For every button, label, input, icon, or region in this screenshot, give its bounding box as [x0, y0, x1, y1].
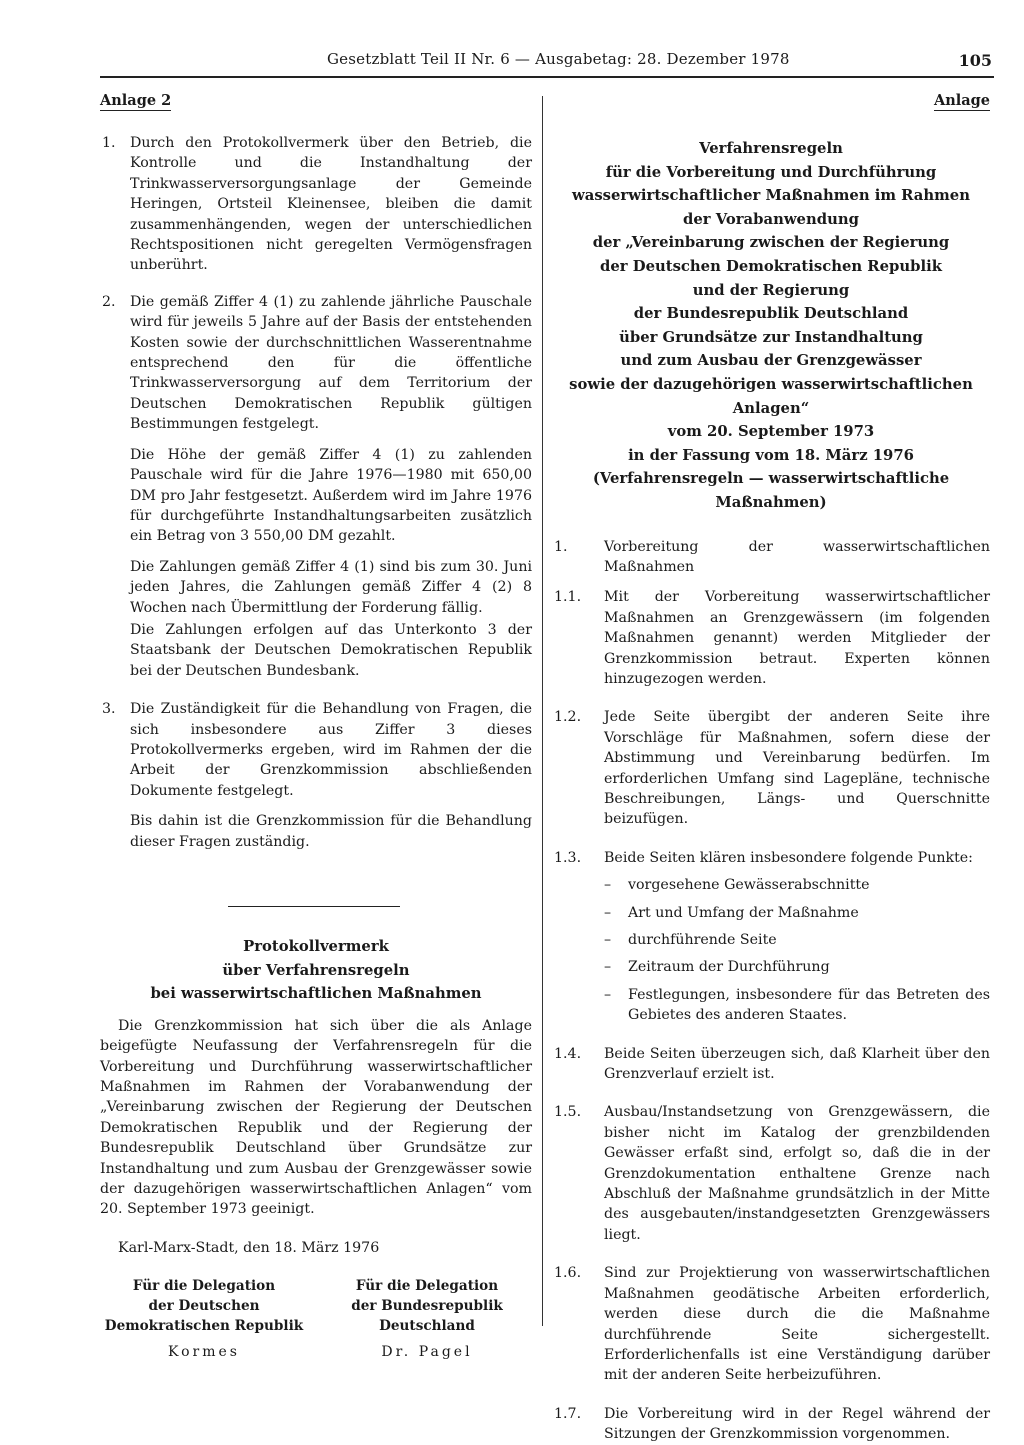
section-number: 1.2. — [554, 709, 582, 726]
signature-line: Demokratischen Republik — [104, 1317, 304, 1334]
section-1-4 — [552, 1044, 990, 1085]
protocol-heading-line: Protokollvermerk — [243, 938, 389, 955]
heading-line: Verfahrensregeln — [699, 140, 843, 157]
signatory-name: Kormes — [168, 1343, 240, 1360]
list-item-text: Zeitraum der Durchführung — [628, 959, 830, 976]
section-1-6 — [552, 1263, 990, 1385]
section-number: 1.1. — [554, 589, 582, 606]
points-list — [604, 875, 990, 1025]
list-item: – Art und Umfang der Maßnahme — [604, 903, 990, 923]
protocol-heading-line: über Verfahrensregeln — [222, 961, 410, 979]
heading-line: sowie der dazugehörigen wasserwirtschaftlichen Anlagen“ — [569, 375, 973, 417]
item-paragraph: Durch den Protokollvermerk über den Betrieb, die Kontrolle und die Instandhaltung der Trinkwasserversorgungsanlage der Gemeinde Heringen, Ortsteil Kleinensee, bleiben die damit zusammenhängenden, wegen der unterschiedlichen Rechtspositionen nicht geregelten Vermögensfragen unberührt. — [130, 135, 532, 274]
heading-line: der Deutschen Demokratischen Republik — [600, 257, 942, 275]
numbered-item-3 — [100, 699, 532, 852]
heading-line: für die Vorbereitung und Durchführung — [605, 163, 937, 181]
place-and-date: Karl-Marx-Stadt, den 18. März 1976 — [118, 1239, 380, 1256]
section-1-3 — [552, 848, 990, 1026]
section-1-7 — [552, 1404, 990, 1445]
section-1 — [552, 537, 990, 578]
section-1-1 — [552, 587, 990, 689]
section-text: Vorbereitung der wasserwirtschaftlichen Maßnahmen — [604, 538, 990, 575]
heading-line: der „Vereinbarung zwischen der Regierung — [592, 234, 950, 252]
column-divider — [542, 96, 543, 1326]
section-text: Beide Seiten klären insbesondere folgende Punkte: — [604, 849, 973, 866]
section-text: Beide Seiten überzeugen sich, daß Klarheit über den Grenzverlauf erzielt ist. — [604, 1045, 990, 1083]
section-text: Jede Seite übergibt der anderen Seite ihre Vorschläge für Maßnahmen, sofern diese der Abstimmung und Vereinbarung bedürfen. Im erforderlichen Umfang sind Lagepläne, technische Beschreibungen, Längs- und Querschnitte beizufügen. — [604, 709, 990, 828]
heading-line: wasserwirtschaftlicher Maßnahmen im Rahmen — [572, 187, 970, 205]
list-item-text: vorgesehene Gewässerabschnitte — [628, 877, 870, 894]
left-column — [100, 90, 532, 1362]
page-number: 105 — [958, 51, 992, 70]
item-number: 1. — [102, 135, 116, 151]
list-item-text: Festlegungen, insbesondere für das Betreten des Gebietes des anderen Staates. — [628, 986, 990, 1024]
list-item-text: Art und Umfang der Maßnahme — [628, 904, 859, 921]
heading-line: vom 20. September 1973 — [667, 423, 875, 441]
item-paragraph: Die Zahlungen gemäß Ziffer 4 (1) sind bis zum 30. Juni jeden Jahres, die Zahlungen gemäß Ziffer 4 (2) 8 Wochen nach Übermittlung der Forderung fällig. — [130, 558, 532, 616]
list-item: – vorgesehene Gewässerabschnitte — [604, 875, 990, 895]
section-number: 1.6. — [554, 1265, 582, 1282]
signatory-name: Dr. Pagel — [381, 1343, 473, 1360]
heading-line: in der Fassung vom 18. März 1976 — [628, 446, 914, 464]
heading-line: der Bundesrepublik Deutschland — [633, 305, 909, 323]
protocol-body-text: Die Grenzkommission hat sich über die als Anlage beigefügte Neufassung der Verfahrensregeln für die Vorbereitung und Durchführung wasserwirtschaftlicher Maßnahmen im Rahmen der Vorabanwendung der „Vereinbarung zwischen der Regierung der Deutschen Demokratischen Republik und der Regierung der Bundesrepublik Deutschland über Grundsätze zur Instandhaltung und zum Ausbau der Grenzgewässer sowie der dazugehörigen wasserwirtschaftlichen Anlagen“ vom 20. September 1973 geeinigt. — [100, 1017, 532, 1218]
annex-2-label: Anlage 2 — [100, 92, 172, 109]
list-item-text: durchführende Seite — [628, 932, 777, 948]
signature-line: der Deutschen — [148, 1297, 260, 1314]
numbered-item-2 — [100, 292, 532, 681]
signature-line: der Bundesrepublik — [351, 1297, 503, 1314]
section-number: 1.4. — [554, 1045, 582, 1062]
numbered-item-1 — [100, 133, 532, 276]
section-number: 1.3. — [554, 849, 582, 866]
signature-frg-delegation — [332, 1276, 522, 1362]
section-text: Die Vorbereitung wird in der Regel während der Sitzungen der Grenzkommission vorgenommen. — [604, 1405, 990, 1443]
heading-line: über Grundsätze zur Instandhaltung — [619, 328, 923, 346]
list-item: – durchführende Seite — [604, 930, 990, 950]
signature-gdr-delegation — [104, 1276, 304, 1362]
item-paragraph: Bis dahin ist die Grenzkommission für die Behandlung dieser Fragen zuständig. — [130, 813, 532, 850]
heading-line: der Vorabanwendung — [683, 210, 859, 228]
section-1-5 — [552, 1102, 990, 1245]
signature-line: Für die Delegation — [132, 1277, 276, 1294]
heading-line: und der Regierung — [692, 281, 850, 299]
heading-line: (Verfahrensregeln — wasserwirtschaftliche Maßnahmen) — [592, 470, 950, 511]
heading-line: und zum Ausbau der Grenzgewässer — [620, 352, 922, 370]
section-1-2 — [552, 707, 990, 829]
section-text: Sind zur Projektierung von wasserwirtschaftlichen Maßnahmen geodätische Arbeiten erforderlich, werden diese durch die die Maßnahme durchführende Seite sichergestellt. Erforderlichenfalls ist eine Verständigung darüber mit der anderen Seite herbeizuführen. — [604, 1265, 990, 1384]
procedure-rules-heading — [552, 137, 990, 515]
item-paragraph: Die Zuständigkeit für die Behandlung von Fragen, die sich insbesondere aus Ziffer 3 dieses Protokollvermerks ergeben, wird im Rahmen der die Arbeit der Grenzkommission abschließenden Dokumente festgelegt. — [130, 701, 532, 799]
protocol-heading — [100, 935, 532, 1006]
right-column — [552, 90, 990, 1445]
protocol-heading-line: bei wasserwirtschaftlichen Maßnahmen — [150, 985, 482, 1003]
signature-line: Für die Delegation — [355, 1277, 499, 1294]
annex-label: Anlage — [933, 92, 990, 109]
item-number: 3. — [102, 701, 116, 718]
list-item: – Zeitraum der Durchführung — [604, 957, 990, 977]
gazette-header-title: Gesetzblatt Teil II Nr. 6 — Ausgabetag: 28. Dezember 1978 — [327, 50, 790, 68]
section-separator — [228, 906, 400, 907]
section-text: Mit der Vorbereitung wasserwirtschaftlicher Maßnahmen an Grenzgewässern (im folgenden Maßnahmen genannt) werden Mitglieder der Grenzkommission betraut. Experten können hinzugezogen werden. — [604, 589, 990, 687]
item-number: 2. — [102, 293, 116, 310]
section-number: 1.5. — [554, 1104, 582, 1121]
item-paragraph: Die Zahlungen erfolgen auf das Unterkonto 3 der Staatsbank der Deutschen Demokratischen Republik bei der Deutschen Bundesbank. — [130, 621, 532, 679]
section-number: 1.7. — [554, 1405, 582, 1422]
signature-block — [100, 1276, 532, 1362]
section-text: Ausbau/Instandsetzung von Grenzgewässern, die bisher nicht im Katalog der grenzbildenden Gewässer erfaßt sind, erfolgt so, daß die in der Grenzdokumentation enthaltene Grenze nach Abschluß der Maßnahme grundsätzlich in der Mitte des ausgebauten/instandgesetzten Grenzgewässers liegt. — [604, 1104, 990, 1243]
item-paragraph: Die Höhe der gemäß Ziffer 4 (1) zu zahlenden Pauschale wird für die Jahre 1976—1980 mit 650,00 DM pro Jahr festgesetzt. Außerdem wird im Jahre 1976 für durchgeführte Instandhaltungsarbeiten zusätzlich ein Betrag von 3 550,00 DM gezahlt. — [130, 446, 532, 545]
signature-line: Deutschland — [379, 1317, 475, 1334]
list-item: – Festlegungen, insbesondere für das Betreten des Gebietes des anderen Staates. — [604, 985, 990, 1026]
section-number: 1. — [554, 538, 568, 555]
item-paragraph: Die gemäß Ziffer 4 (1) zu zahlende jährliche Pauschale wird für jeweils 5 Jahre auf der Basis der entstehenden Kosten sowie der durchschnittlichen Wasserentnahme entsprechend den für die öffentliche Trinkwasserversorgung auf dem Territorium der Deutschen Demokratischen Republik gültigen Bestimmungen festgelegt. — [130, 293, 532, 433]
